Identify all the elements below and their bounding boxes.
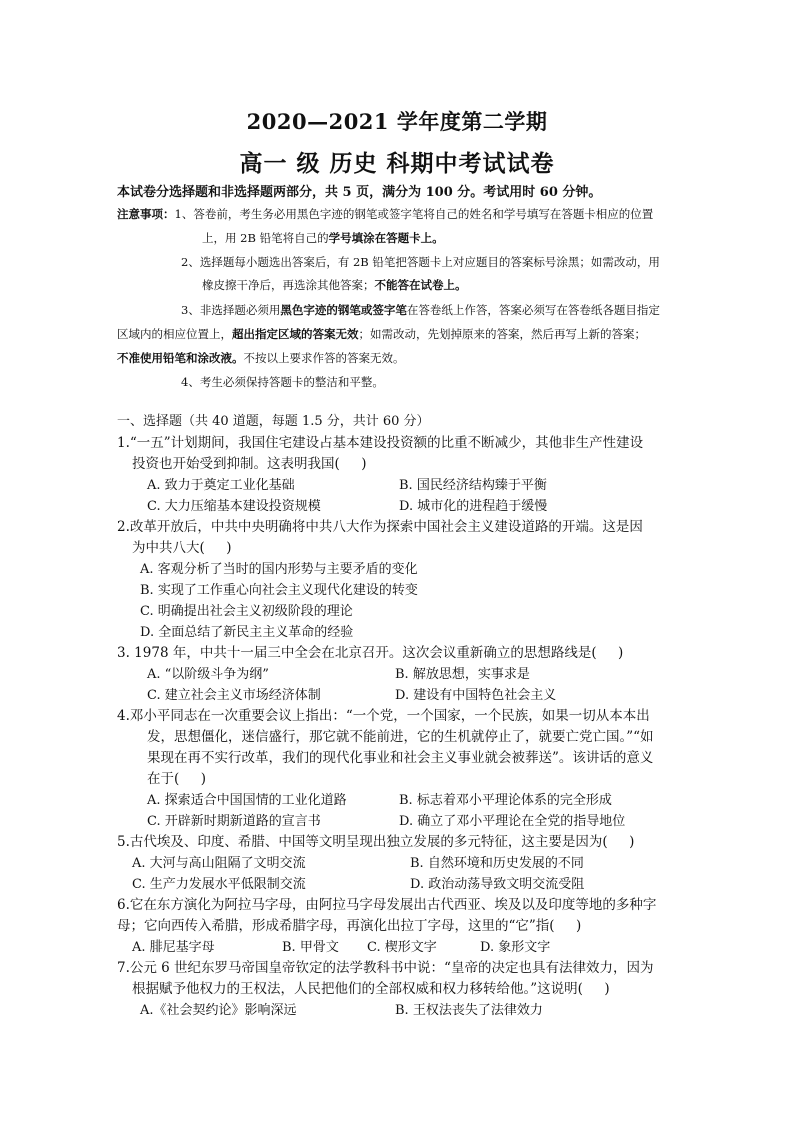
question-4-cont-2: 果现在再不实行改革，我们的现代化事业和社会主义事业就会被葬送”。该讲话的意义 [147, 750, 654, 766]
q2-option-d: D. 全面总结了新民主主义革命的经验 [140, 625, 354, 640]
note-1-cont: 上，用 2B 铅笔将自己的 [202, 231, 329, 245]
question-6: 6.它在东方演化为阿拉马字母，由阿拉马字母发展出古代西亚、埃及以及印度等地的多种字 [117, 897, 657, 913]
notes-line-7 [117, 353, 405, 365]
question-6-cont: 母；它向西传入希腊，形成希腊字母，再演化出拉丁字母，这里的“它”指( ) [117, 918, 582, 934]
q4-option-d: D. 确立了邓小平理论在全党的指导地位 [399, 814, 626, 829]
q4-option-b: B. 标志着邓小平理论体系的完全形成 [399, 793, 612, 808]
question-4-cont-1: 发，思想僵化，迷信盛行，那它就不能前进，它的生机就停止了，就要亡党亡国。”“如 [147, 729, 654, 745]
notes-label: 注意事项： [117, 207, 175, 221]
q1-option-c: C. 大力压缩基本建设投资规模 [147, 499, 321, 514]
note-3-emphasis-2: 超出指定区域的答案无效 [232, 327, 359, 341]
q6-option-d: D. 象形文字 [480, 940, 551, 955]
notes-line-5 [181, 305, 660, 317]
note-3-text-post: 在答卷纸上作答，答案必须写在答卷纸各题目指定 [406, 303, 660, 317]
notes-line-1 [117, 209, 653, 221]
q5-option-a: A. 大河与高山阻隔了文明交流 [132, 856, 306, 871]
notes-line-3: 2、选择题每小题选出答案后，有 2B 铅笔把答题卡上对应题目的答案标号涂黑；如需改动，用 [181, 255, 660, 269]
question-2: 2.改革开放后，中共中央明确将中共八大作为探索中国社会主义建设道路的开端。这是因 [117, 519, 643, 535]
note-3-emphasis-3: 不准使用铅笔和涂改液。 [117, 351, 244, 365]
q7-option-b: B. 王权法丧失了法律效力 [395, 1003, 543, 1018]
question-1: 1.“一五”计划期间，我国住宅建设占基本建设投资额的比重不断减少，其他非生产性建设 [117, 435, 644, 451]
note-3-cont: 区域内的相应位置上， [117, 327, 232, 341]
notes-line-8: 4、考生必须保持答题卡的整洁和平整。 [181, 375, 384, 389]
note-3-tail: 不按以上要求作答的答案无效。 [243, 351, 405, 365]
question-4: 4.邓小平同志在一次重要会议上指出：“一个党，一个国家，一个民族，如果一切从本本出 [117, 708, 650, 724]
note-1-emphasis: 学号填涂在答题卡上。 [328, 231, 444, 245]
section-title: 一、选择题（共 40 道题，每题 1.5 分，共计 60 分） [117, 414, 430, 429]
q3-option-c: C. 建立社会主义市场经济体制 [147, 688, 321, 703]
question-7: 7.公元 6 世纪东罗马帝国皇帝钦定的法学教科书中说：“皇帝的决定也具有法律效力，因为 [117, 960, 654, 976]
q5-option-d: D. 政治动荡导致文明交流受阻 [410, 877, 585, 892]
q3-option-a: A. “以阶级斗争为纲” [147, 667, 269, 682]
q1-option-b: B. 国民经济结构臻于平衡 [399, 478, 547, 493]
note-1-text: 1、答卷前，考生务必用黑色字迹的钢笔或签字笔将自己的姓名和学号填写在答题卡相应的位置 [174, 207, 654, 221]
note-2-cont: 橡皮擦干净后，再选涂其他答案； [202, 278, 375, 292]
exam-intro: 本试卷分选择题和非选择题两部分，共 5 页，满分为 100 分。考试用时 60 分钟。 [117, 185, 602, 200]
q1-option-a: A. 致力于奠定工业化基础 [147, 478, 295, 493]
question-1-cont: 投资也开始受到抑制。这表明我国( ) [132, 456, 367, 472]
q3-option-b: B. 解放思想，实事求是 [395, 667, 530, 682]
q4-option-c: C. 开辟新时期新道路的宣言书 [147, 814, 321, 829]
note-2-emphasis: 不能答在试卷上。 [374, 278, 467, 292]
exam-term-title: 2020—2021 学年度第二学期 [246, 109, 548, 134]
note-3-emphasis: 黑色字迹的钢笔或签字笔 [280, 303, 407, 317]
notes-line-4 [202, 280, 467, 292]
notes-line-2 [202, 233, 444, 245]
q2-option-c: C. 明确提出社会主义初级阶段的理论 [140, 604, 353, 619]
question-7-cont: 根据赋予他权力的王权法，人民把他们的全部权威和权力移转给他。”这说明( ) [132, 981, 610, 997]
notes-line-6 [117, 329, 646, 341]
q6-option-b: B. 甲骨文 [282, 940, 339, 955]
note-3-text: 3、非选择题必须用 [181, 303, 281, 317]
question-4-cont-3: 在于( ) [147, 771, 206, 787]
q6-option-c: C. 楔形文字 [367, 940, 437, 955]
q1-option-d: D. 城市化的进程趋于缓慢 [399, 499, 548, 514]
q6-option-a: A. 腓尼基字母 [132, 940, 215, 955]
q5-option-b: B. 自然环境和历史发展的不同 [410, 856, 584, 871]
question-5: 5.古代埃及、印度、希腊、中国等文明呈现出独立发展的多元特征，这主要是因为( ) [117, 834, 635, 850]
question-2-cont: 为中共八大( ) [132, 540, 232, 556]
question-3: 3. 1978 年，中共十一届三中全会在北京召开。这次会议重新确立的思想路线是( ) [117, 645, 624, 661]
q2-option-a: A. 客观分析了当时的国内形势与主要矛盾的变化 [140, 562, 418, 577]
q7-option-a: A.《社会契约论》影响深远 [140, 1003, 297, 1018]
q5-option-c: C. 生产力发展水平低限制交流 [132, 877, 306, 892]
q2-option-b: B. 实现了工作重心向社会主义现代化建设的转变 [140, 583, 418, 598]
exam-subject-title: 高一 级 历史 科期中考试试卷 [239, 150, 555, 177]
note-3-cont-post: ；如需改动，先划掉原来的答案，然后再写上新的答案； [358, 327, 646, 341]
q3-option-d: D. 建设有中国特色社会主义 [395, 688, 557, 703]
q4-option-a: A. 探索适合中国国情的工业化道路 [147, 793, 347, 808]
